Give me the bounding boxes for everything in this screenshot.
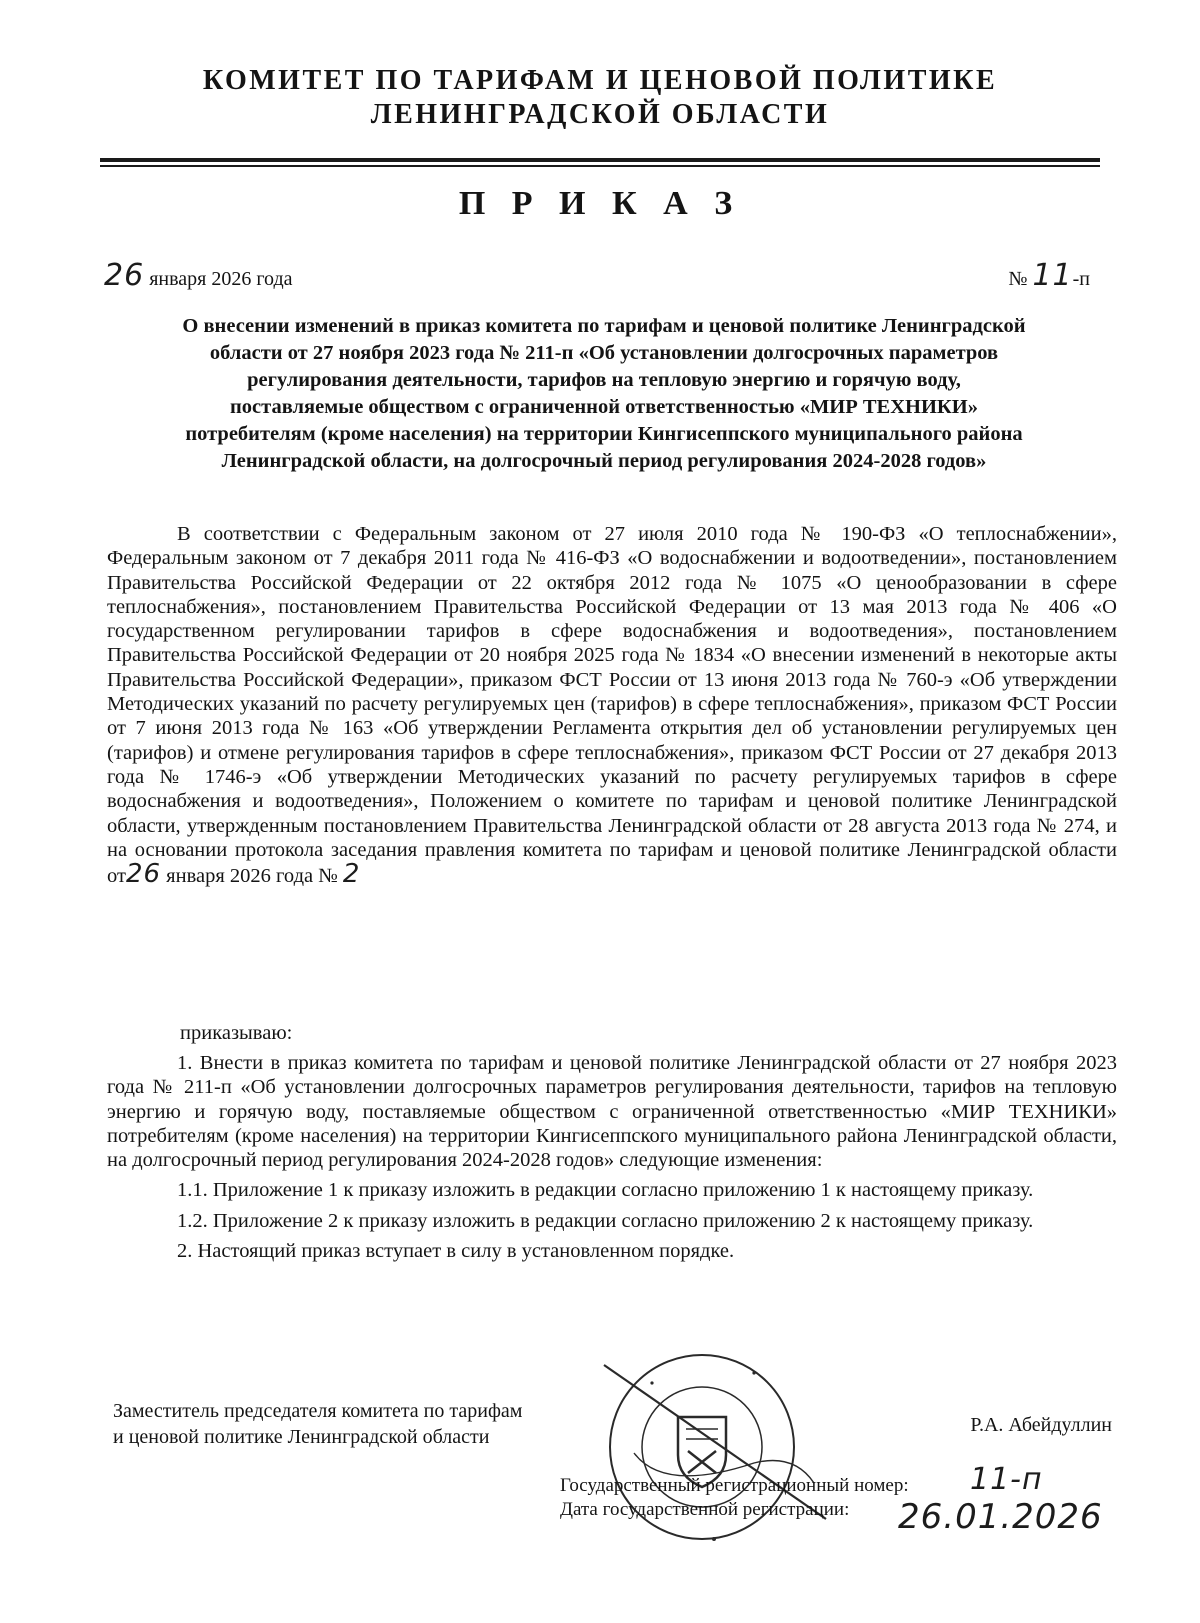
number-suffix: -п	[1072, 268, 1090, 290]
handwritten-day: 26	[104, 258, 145, 293]
subject-line-1: О внесении изменений в приказ комитета по тарифам и ценовой политике Ленинградской	[182, 315, 1026, 337]
official-seal-stamp	[594, 1343, 834, 1565]
subject-line-5: потребителям (кроме населения) на территории Кингисеппского муниципального района	[185, 423, 1023, 445]
signer-name: Р.А. Абейдуллин	[970, 1414, 1112, 1436]
document-type-title: П Р И К А З	[458, 185, 742, 222]
subject-line-6: Ленинградской области, на долгосрочный период регулирования 2024-2028 годов»	[221, 450, 987, 472]
header-rule-thin	[100, 165, 1100, 167]
header-rule-thick	[100, 158, 1100, 162]
order-items	[107, 1051, 1117, 1269]
order-date	[104, 258, 293, 293]
signer-title-line-2: и ценовой политике Ленинградской области	[113, 1426, 490, 1448]
registration-date-label: Дата государственной регистрации:	[560, 1499, 850, 1520]
subject-line-3: регулирования деятельности, тарифов на тепловую энергию и горячую воду,	[247, 369, 961, 391]
subject-line-4: поставляемые обществом с ограниченной ответственностью «МИР ТЕХНИКИ»	[230, 396, 978, 418]
number-prefix: №	[1008, 268, 1033, 290]
handwritten-number: 11	[1032, 258, 1073, 293]
org-line-2: ЛЕНИНГРАДСКОЙ ОБЛАСТИ	[370, 99, 830, 130]
order-item-2: 2. Настоящий приказ вступает в силу в установленном порядке.	[177, 1240, 735, 1263]
handwritten-protocol-number: 2	[342, 859, 361, 890]
registration-number-label: Государственный регистрационный номер:	[560, 1475, 909, 1496]
signer-title	[113, 1398, 522, 1450]
org-line-1: КОМИТЕТ ПО ТАРИФАМ И ЦЕНОВОЙ ПОЛИТИКЕ	[202, 65, 998, 96]
order-subject	[104, 313, 1104, 475]
order-item-1: 1. Внести в приказ комитета по тарифам и ценовой политике Ленинградской области от 27 ноября 2023 года № 211-п «Об установлении долгосрочных параметров регулирования деятельности, тарифов на тепловую энергию и горячую воду, поставляемые обществом с ограниченной ответственностью «МИР ТЕХНИКИ» потребителям (кроме населения) на территории Кингисеппского муниципального района Ленинградской области, на долгосрочный период регулирования 2024-2028 годов» следующие изменения:	[107, 1052, 1117, 1172]
preamble-text: В соответствии с Федеральным законом от 27 июля 2010 года № 190-ФЗ «О теплоснабжении», Федеральным законом от 7 декабря 2011 года № 416-ФЗ «О водоснабжении и водоотведении», постановлением Правительства Российской Федерации от 22 октября 2012 года № 1075 «О ценообразовании в сфере теплоснабжения», постановлением Правительства Российской Федерации от 13 мая 2013 года № 406 «О государственном регулировании тарифов в сфере водоснабжения и водоотведения», постановлением Правительства Российской Федерации от 20 ноября 2025 года № 1834 «О внесении изменений в некоторые акты Правительства Российской Федерации», приказом ФСТ России от 13 июня 2013 года № 760-э «Об утверждении Методических указаний по расчету регулируемых цен (тарифов) в сфере теплоснабжения», приказом ФСТ России от 7 июня 2013 года № 163 «Об утверждении Регламента открытия дел об установлении регулируемых цен (тарифов) и отмене регулирования тарифов в сфере теплоснабжения», приказом ФСТ России от 27 декабря 2013 года № 1746-э «Об утверждении Методических указаний по расчету регулируемых тарифов в сфере водоснабжения и водоотведения», Положением о комитете по тарифам и ценовой политике Ленинградской области, утвержденным постановлением Правительства Ленинградской области от 28 августа 2013 года № 274, и на основании протокола заседания правления комитета по тарифам и ценовой политике Ленинградской области от	[107, 523, 1117, 888]
organization-header	[100, 64, 1100, 132]
handwritten-protocol-day: 26	[125, 859, 162, 890]
order-word: приказываю:	[180, 1022, 293, 1044]
subject-line-2: области от 27 ноября 2023 года № 211-п «Об установлении долгосрочных параметров	[209, 342, 999, 364]
handwritten-registration-date: 26.01.2026	[898, 1497, 1103, 1537]
order-item-1-2: 1.2. Приложение 2 к приказу изложить в редакции согласно приложению 2 к настоящему приказу.	[177, 1209, 1034, 1232]
registration-block	[560, 1474, 909, 1522]
order-number	[1008, 258, 1090, 293]
signer-title-line-1: Заместитель председателя комитета по тарифам	[113, 1400, 523, 1422]
handwritten-registration-number: 11-п	[970, 1462, 1043, 1497]
date-rest: января 2026 года	[144, 268, 293, 290]
protocol-date-rest: января 2026 года №	[161, 865, 343, 888]
preamble-paragraph	[107, 522, 1117, 888]
order-item-1-1: 1.1. Приложение 1 к приказу изложить в редакции согласно приложению 1 к настоящему приказу.	[177, 1179, 1034, 1202]
